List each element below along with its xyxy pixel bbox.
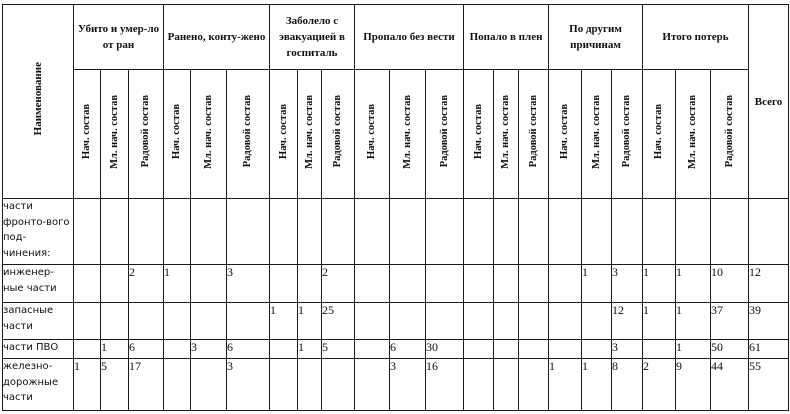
value-cell: 1	[582, 265, 612, 303]
value-cell	[164, 303, 191, 340]
value-cell: 2	[643, 359, 676, 411]
subheader-junior-officers: Мл. нач. состав	[494, 70, 519, 199]
value-cell	[519, 359, 549, 411]
value-cell: 17	[129, 359, 164, 411]
value-cell	[494, 359, 519, 411]
value-cell	[322, 359, 355, 411]
value-cell	[494, 340, 519, 359]
value-cell	[426, 199, 464, 265]
value-cell	[270, 359, 298, 411]
row-name-cell: железно-дорожные части	[3, 359, 74, 411]
value-cell: 1	[676, 303, 711, 340]
value-cell	[426, 265, 464, 303]
value-cell: 1	[101, 340, 129, 359]
value-cell	[549, 265, 582, 303]
value-cell	[549, 199, 582, 265]
value-cell	[464, 199, 494, 265]
value-cell	[191, 265, 227, 303]
value-cell	[464, 340, 494, 359]
group-header-wounded: Ранено, конту-жено	[164, 5, 270, 70]
subheader-officers: Нач. состав	[270, 70, 298, 199]
value-cell	[494, 199, 519, 265]
value-cell	[749, 199, 789, 265]
value-cell: 3	[227, 265, 270, 303]
value-cell	[494, 303, 519, 340]
subheader-officers: Нач. состав	[643, 70, 676, 199]
value-cell	[612, 199, 643, 265]
value-cell: 1	[549, 359, 582, 411]
value-cell	[355, 359, 390, 411]
value-cell	[101, 199, 129, 265]
value-cell: 1	[643, 303, 676, 340]
value-cell	[355, 199, 390, 265]
value-cell: 5	[322, 340, 355, 359]
value-cell	[519, 265, 549, 303]
value-cell	[464, 265, 494, 303]
value-cell	[390, 303, 426, 340]
value-cell	[519, 199, 549, 265]
value-cell: 1	[676, 340, 711, 359]
value-cell: 50	[711, 340, 749, 359]
value-cell: 12	[749, 265, 789, 303]
value-cell	[101, 265, 129, 303]
subheader-rank-and-file: Радовой состав	[711, 70, 749, 199]
subheader-junior-officers: Мл. нач. состав	[582, 70, 612, 199]
value-cell	[519, 340, 549, 359]
subheader-rank-and-file: Радовой состав	[612, 70, 643, 199]
value-cell	[390, 265, 426, 303]
table-row	[3, 199, 789, 265]
value-cell: 44	[711, 359, 749, 411]
value-cell: 1	[298, 303, 322, 340]
value-cell: 61	[749, 340, 789, 359]
value-cell	[298, 359, 322, 411]
value-cell	[355, 303, 390, 340]
value-cell	[129, 199, 164, 265]
value-cell	[227, 199, 270, 265]
value-cell: 2	[322, 265, 355, 303]
value-cell	[164, 359, 191, 411]
value-cell	[270, 265, 298, 303]
value-cell	[643, 199, 676, 265]
value-cell	[164, 199, 191, 265]
subheader-officers: Нач. состав	[164, 70, 191, 199]
value-cell: 10	[711, 265, 749, 303]
losses-table	[2, 4, 789, 411]
value-cell: 6	[390, 340, 426, 359]
value-cell: 1	[676, 265, 711, 303]
value-cell	[582, 199, 612, 265]
name-column-header	[3, 5, 74, 199]
value-cell: 1	[270, 303, 298, 340]
subheader-junior-officers: Мл. нач. состав	[298, 70, 322, 199]
value-cell	[643, 340, 676, 359]
group-header-captured: Попало в плен	[464, 5, 549, 70]
group-header-missing: Пропало без вести	[355, 5, 464, 70]
value-cell	[322, 199, 355, 265]
subheader-officers: Нач. состав	[464, 70, 494, 199]
subheader-rank-and-file: Радовой состав	[129, 70, 164, 199]
value-cell	[191, 199, 227, 265]
table-row	[3, 265, 789, 303]
subheader-junior-officers: Мл. нач. состав	[191, 70, 227, 199]
subheader-officers: Нач. состав	[549, 70, 582, 199]
row-name-cell: части фронто-вого под-чинения:	[3, 199, 74, 265]
group-header-other: По другим причинам	[549, 5, 643, 70]
value-cell: 30	[426, 340, 464, 359]
value-cell: 2	[129, 265, 164, 303]
table-body	[3, 199, 789, 411]
value-cell	[101, 303, 129, 340]
row-name-cell: запасные части	[3, 303, 74, 340]
row-name-cell: инженер-ные части	[3, 265, 74, 303]
value-cell: 6	[227, 340, 270, 359]
value-cell: 37	[711, 303, 749, 340]
group-header-sick: Заболело с эвакуацией в госпиталь	[270, 5, 355, 70]
table-row	[3, 359, 789, 411]
value-cell: 3	[612, 340, 643, 359]
value-cell	[355, 340, 390, 359]
value-cell	[464, 359, 494, 411]
value-cell: 3	[191, 340, 227, 359]
value-cell	[426, 303, 464, 340]
value-cell: 8	[612, 359, 643, 411]
value-cell	[129, 303, 164, 340]
subheader-rank-and-file: Радовой состав	[519, 70, 549, 199]
value-cell	[676, 199, 711, 265]
value-cell	[74, 340, 101, 359]
value-cell: 3	[227, 359, 270, 411]
value-cell	[164, 340, 191, 359]
table-row	[3, 340, 789, 359]
subheader-junior-officers: Мл. нач. состав	[101, 70, 129, 199]
subheader-junior-officers: Мл. нач. состав	[390, 70, 426, 199]
grand-total-header: Всего	[749, 5, 789, 199]
value-cell	[390, 199, 426, 265]
value-cell: 9	[676, 359, 711, 411]
value-cell	[519, 303, 549, 340]
value-cell: 25	[322, 303, 355, 340]
value-cell	[74, 303, 101, 340]
value-cell: 1	[74, 359, 101, 411]
subheader-rank-and-file: Радовой состав	[227, 70, 270, 199]
value-cell	[464, 303, 494, 340]
value-cell	[191, 303, 227, 340]
group-header-total-losses: Итого потерь	[643, 5, 749, 70]
value-cell	[582, 303, 612, 340]
value-cell	[494, 265, 519, 303]
subheader-rank-and-file: Радовой состав	[322, 70, 355, 199]
value-cell	[711, 199, 749, 265]
group-header-killed: Убито и умер-ло от ран	[74, 5, 164, 70]
value-cell	[270, 340, 298, 359]
value-cell: 1	[164, 265, 191, 303]
value-cell	[74, 199, 101, 265]
value-cell	[549, 340, 582, 359]
value-cell: 55	[749, 359, 789, 411]
value-cell	[298, 199, 322, 265]
value-cell: 3	[390, 359, 426, 411]
value-cell	[74, 265, 101, 303]
value-cell: 1	[643, 265, 676, 303]
value-cell: 6	[129, 340, 164, 359]
value-cell: 5	[101, 359, 129, 411]
subheader-officers: Нач. состав	[74, 70, 101, 199]
value-cell: 1	[582, 359, 612, 411]
value-cell: 3	[612, 265, 643, 303]
value-cell	[582, 340, 612, 359]
value-cell	[298, 265, 322, 303]
value-cell	[355, 265, 390, 303]
subheader-officers: Нач. состав	[355, 70, 390, 199]
name-header-text: Наименование	[32, 62, 44, 136]
value-cell	[227, 303, 270, 340]
row-name-cell: части ПВО	[3, 340, 74, 359]
value-cell	[191, 359, 227, 411]
value-cell: 39	[749, 303, 789, 340]
value-cell	[549, 303, 582, 340]
value-cell: 12	[612, 303, 643, 340]
subheader-rank-and-file: Радовой состав	[426, 70, 464, 199]
value-cell: 1	[298, 340, 322, 359]
value-cell: 16	[426, 359, 464, 411]
value-cell	[270, 199, 298, 265]
subheader-junior-officers: Мл. нач. состав	[676, 70, 711, 199]
table-row	[3, 303, 789, 340]
